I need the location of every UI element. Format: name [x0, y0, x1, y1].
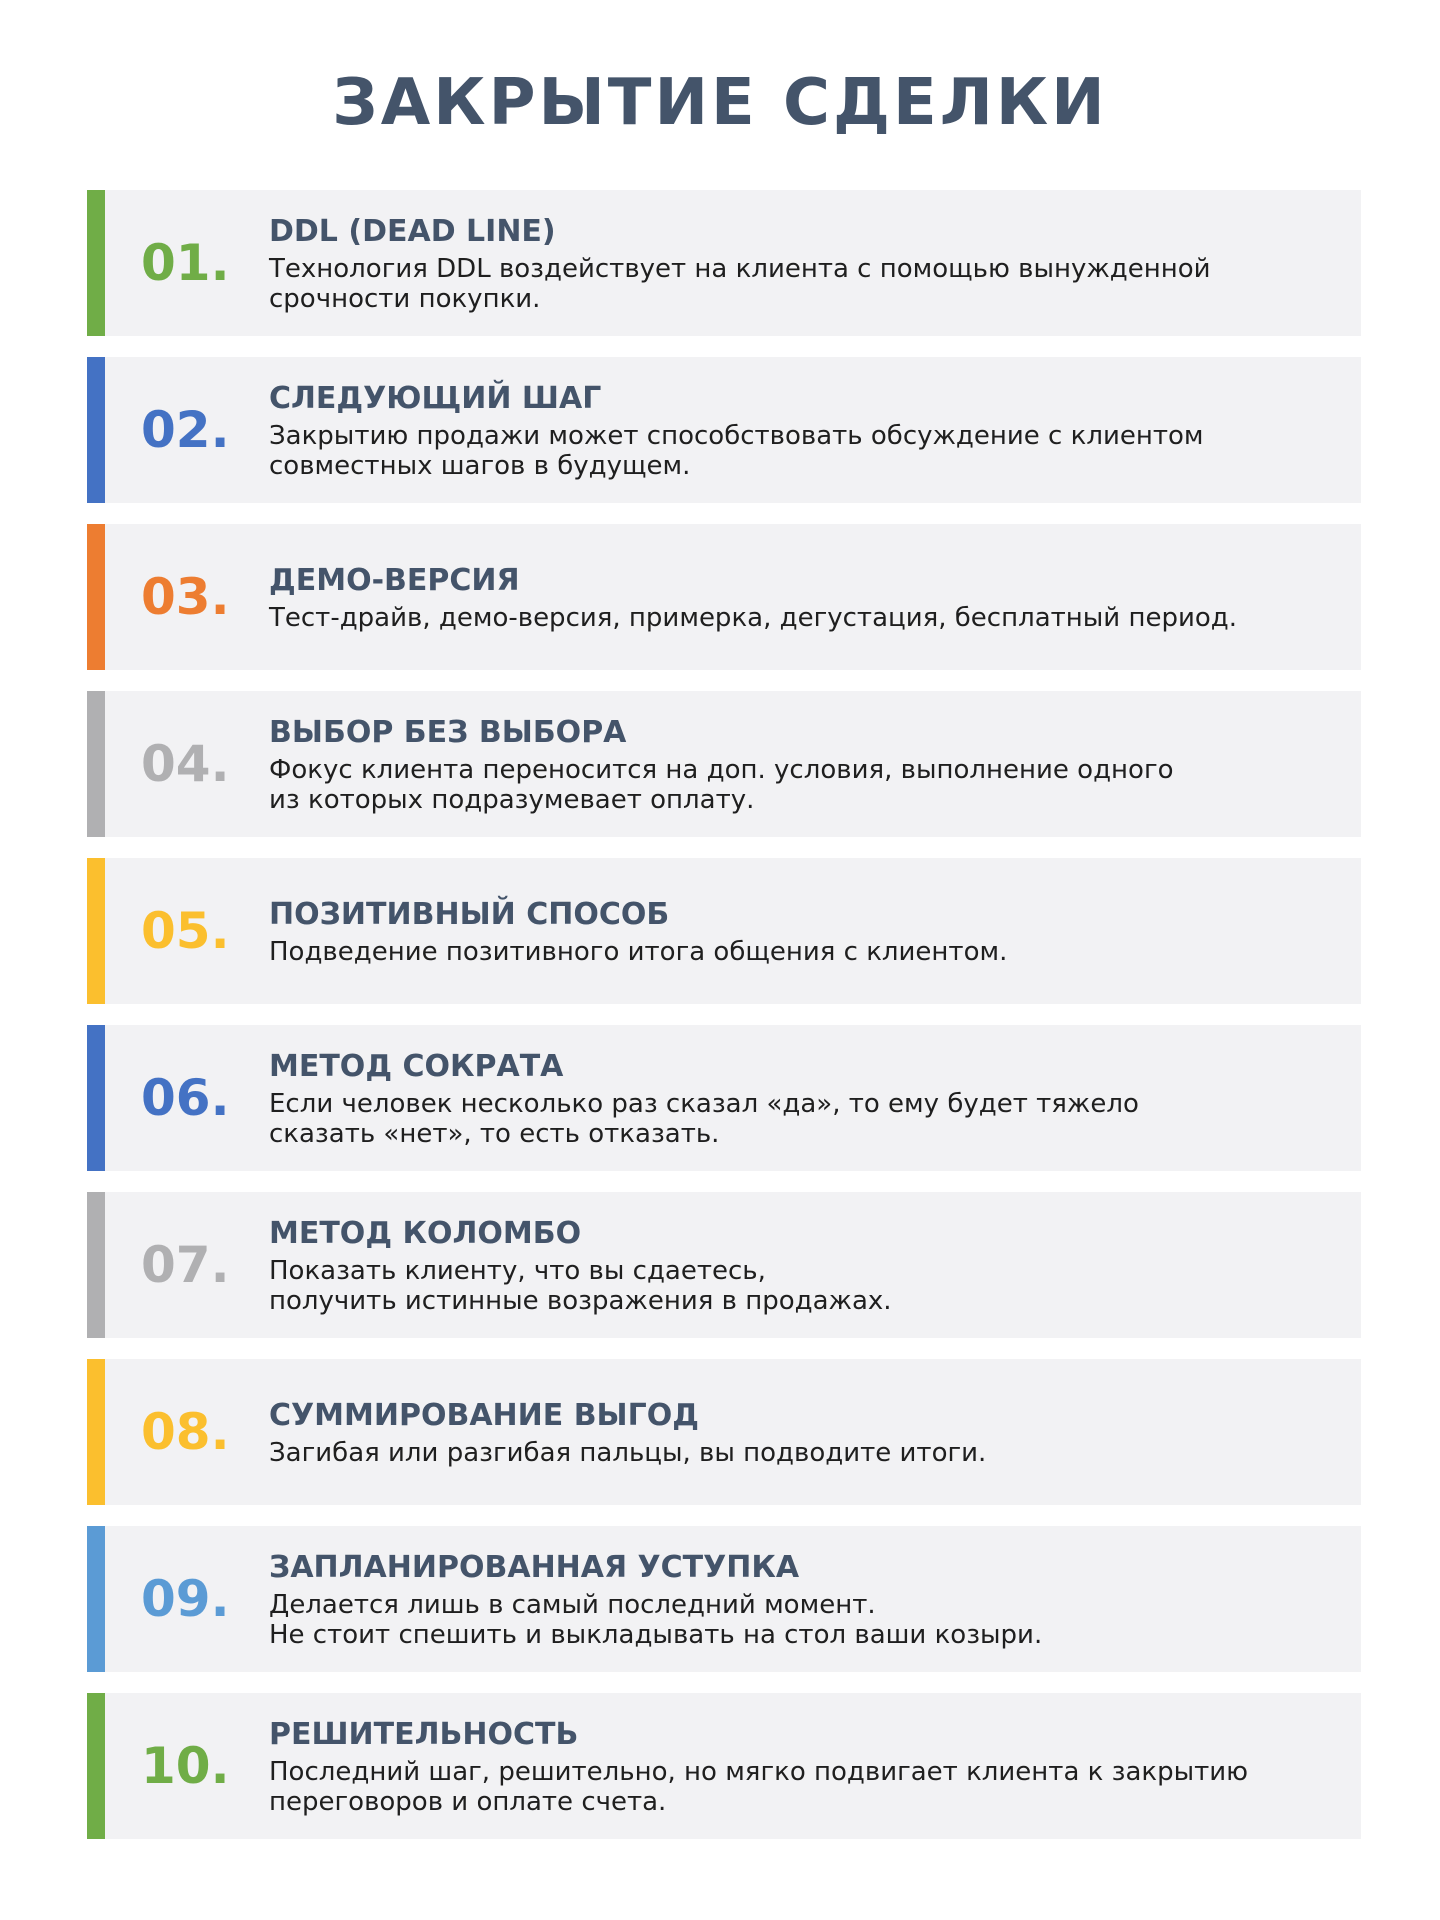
- item-heading: ПОЗИТИВНЫЙ СПОСОБ: [269, 897, 670, 932]
- list-item: [87, 357, 1361, 503]
- item-description-line: Фокус клиента переносится на доп. условия, выполнение одного: [269, 755, 1174, 785]
- item-text: [269, 1693, 1331, 1839]
- item-text: [269, 357, 1331, 503]
- item-text: [269, 691, 1331, 837]
- item-heading: DDL (DEAD LINE): [269, 214, 556, 249]
- item-description-line: Делается лишь в самый последний момент.: [269, 1590, 876, 1620]
- item-description-line: сказать «нет», то есть отказать.: [269, 1119, 720, 1149]
- page-title: ЗАКРЫТИЕ СДЕЛКИ: [332, 66, 1108, 140]
- item-number: 06.: [141, 1069, 230, 1127]
- item-heading: ВЫБОР БЕЗ ВЫБОРА: [269, 715, 627, 750]
- item-number: 09.: [141, 1570, 230, 1628]
- item-description-line: Загибая или разгибая пальцы, вы подводите итоги.: [269, 1438, 987, 1468]
- item-text: [269, 1025, 1331, 1171]
- item-heading: СУММИРОВАНИЕ ВЫГОД: [269, 1398, 699, 1433]
- item-number: 07.: [141, 1236, 230, 1294]
- item-description-line: Закрытию продажи может способствовать обсуждение с клиентом: [269, 421, 1204, 451]
- list-item: [87, 691, 1361, 837]
- accent-bar: [87, 1192, 105, 1338]
- item-description-line: Технология DDL воздействует на клиента с помощью вынужденной: [269, 254, 1211, 284]
- accent-bar: [87, 1025, 105, 1171]
- item-number: 05.: [141, 902, 230, 960]
- item-number: 03.: [141, 568, 230, 626]
- list-item: [87, 1359, 1361, 1505]
- item-number: 04.: [141, 735, 230, 793]
- item-heading: МЕТОД КОЛОМБО: [269, 1216, 582, 1251]
- item-description-line: срочности покупки.: [269, 284, 541, 314]
- item-heading: ДЕМО-ВЕРСИЯ: [269, 563, 520, 598]
- accent-bar: [87, 1359, 105, 1505]
- accent-bar: [87, 1693, 105, 1839]
- accent-bar: [87, 691, 105, 837]
- list-item: [87, 1526, 1361, 1672]
- item-description-line: Тест-драйв, демо-версия, примерка, дегустация, бесплатный период.: [269, 603, 1238, 633]
- accent-bar: [87, 190, 105, 336]
- accent-bar: [87, 357, 105, 503]
- item-description-line: переговоров и оплате счета.: [269, 1787, 667, 1817]
- item-description-line: Последний шаг, решительно, но мягко подвигает клиента к закрытию: [269, 1757, 1249, 1787]
- item-heading: РЕШИТЕЛЬНОСТЬ: [269, 1717, 579, 1752]
- technique-list: [87, 190, 1361, 1860]
- item-description-line: Показать клиенту, что вы сдаетесь,: [269, 1256, 766, 1286]
- item-heading: МЕТОД СОКРАТА: [269, 1049, 564, 1084]
- item-heading: СЛЕДУЮЩИЙ ШАГ: [269, 381, 602, 416]
- item-heading: ЗАПЛАНИРОВАННАЯ УСТУПКА: [269, 1550, 800, 1585]
- item-description-line: совместных шагов в будущем.: [269, 451, 691, 481]
- item-text: [269, 1192, 1331, 1338]
- item-number: 10.: [141, 1737, 230, 1795]
- list-item: [87, 1025, 1361, 1171]
- item-description-line: Подведение позитивного итога общения с клиентом.: [269, 937, 1008, 967]
- item-number: 01.: [141, 234, 230, 292]
- item-text: [269, 858, 1331, 1004]
- item-text: [269, 1359, 1331, 1505]
- list-item: [87, 858, 1361, 1004]
- item-description-line: Не стоит спешить и выкладывать на стол ваши козыри.: [269, 1620, 1043, 1650]
- list-item: [87, 524, 1361, 670]
- accent-bar: [87, 858, 105, 1004]
- item-number: 02.: [141, 401, 230, 459]
- list-item: [87, 190, 1361, 336]
- item-text: [269, 1526, 1331, 1672]
- item-description-line: Если человек несколько раз сказал «да», то ему будет тяжело: [269, 1089, 1139, 1119]
- item-text: [269, 190, 1331, 336]
- item-number: 08.: [141, 1403, 230, 1461]
- list-item: [87, 1693, 1361, 1839]
- list-item: [87, 1192, 1361, 1338]
- accent-bar: [87, 1526, 105, 1672]
- accent-bar: [87, 524, 105, 670]
- item-text: [269, 524, 1331, 670]
- item-description-line: получить истинные возражения в продажах.: [269, 1286, 892, 1316]
- item-description-line: из которых подразумевает оплату.: [269, 785, 755, 815]
